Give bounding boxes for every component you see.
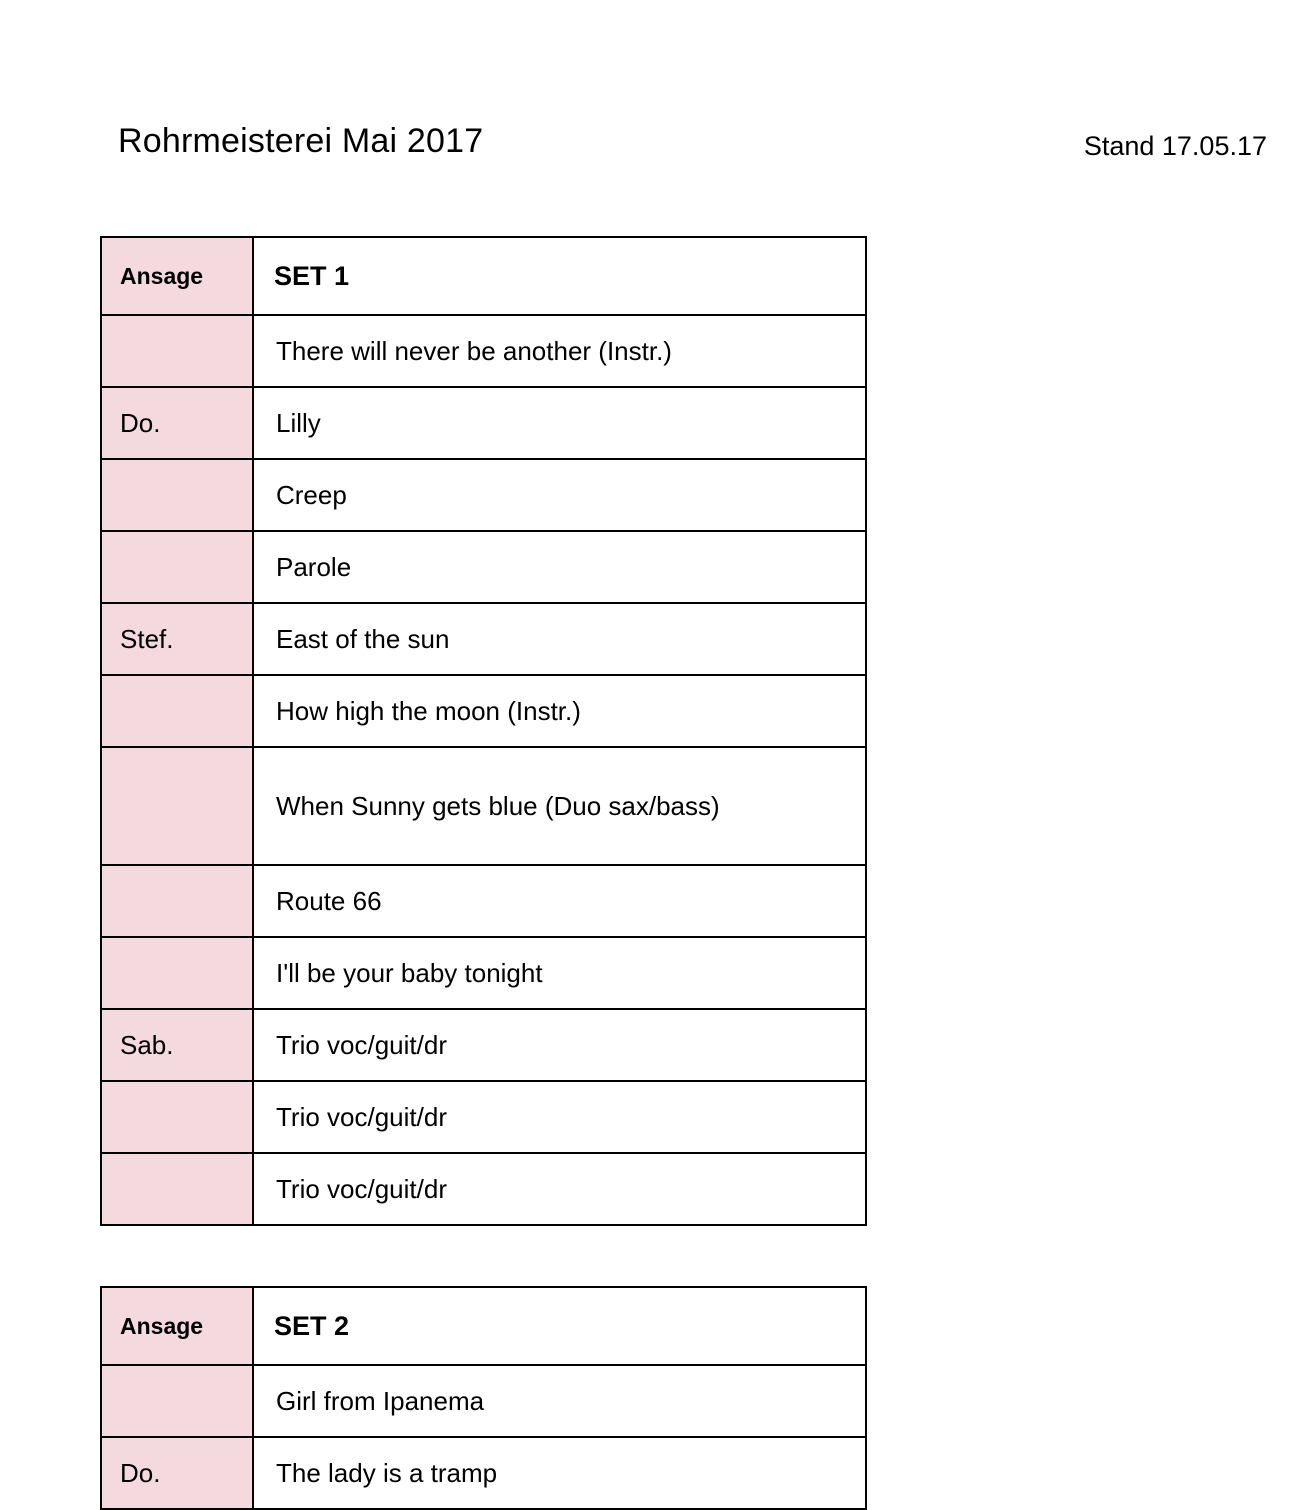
cue-cell: Do. (101, 1437, 253, 1509)
cue-cell: Stef. (101, 603, 253, 675)
cue-cell (101, 747, 253, 865)
table-header-row (101, 1287, 866, 1365)
cue-cell (101, 937, 253, 1009)
set-title: SET 1 (253, 237, 866, 315)
table-row (101, 1153, 866, 1225)
table-header-row (101, 237, 866, 315)
table-row (101, 1081, 866, 1153)
cue-cell (101, 1365, 253, 1437)
table-row (101, 459, 866, 531)
song-cell: Girl from Ipanema (253, 1365, 866, 1437)
set-2-table (100, 1286, 867, 1510)
cue-column-header: Ansage (101, 1287, 253, 1365)
song-cell: Trio voc/guit/dr (253, 1009, 866, 1081)
table-row (101, 937, 866, 1009)
cue-cell (101, 315, 253, 387)
table-row (101, 675, 866, 747)
song-cell: How high the moon (Instr.) (253, 675, 866, 747)
cue-cell (101, 531, 253, 603)
song-cell: Trio voc/guit/dr (253, 1153, 866, 1225)
song-cell: Trio voc/guit/dr (253, 1081, 866, 1153)
table-row (101, 1437, 866, 1509)
song-cell: East of the sun (253, 603, 866, 675)
revision-date: Stand 17.05.17 (1083, 131, 1267, 161)
table-row (101, 603, 866, 675)
cue-cell (101, 675, 253, 747)
song-cell: I'll be your baby tonight (253, 937, 866, 1009)
page-title: Rohrmeisterei Mai 2017 (118, 122, 484, 160)
cue-cell (101, 459, 253, 531)
table-row (101, 747, 866, 865)
cue-cell (101, 1081, 253, 1153)
table-row (101, 387, 866, 459)
song-cell: When Sunny gets blue (Duo sax/bass) (253, 747, 866, 865)
cue-cell: Do. (101, 387, 253, 459)
table-row (101, 1365, 866, 1437)
set-title: SET 2 (253, 1287, 866, 1365)
table-row (101, 865, 866, 937)
set-1-table (100, 236, 867, 1226)
cue-cell: Sab. (101, 1009, 253, 1081)
table-row (101, 315, 866, 387)
document-header (0, 122, 1311, 182)
cue-column-header: Ansage (101, 237, 253, 315)
cue-cell (101, 1153, 253, 1225)
cue-cell (101, 865, 253, 937)
table-row (101, 531, 866, 603)
song-cell: Lilly (253, 387, 866, 459)
song-cell: Creep (253, 459, 866, 531)
song-cell: Route 66 (253, 865, 866, 937)
table-row (101, 1009, 866, 1081)
song-cell: The lady is a tramp (253, 1437, 866, 1509)
song-cell: Parole (253, 531, 866, 603)
song-cell: There will never be another (Instr.) (253, 315, 866, 387)
